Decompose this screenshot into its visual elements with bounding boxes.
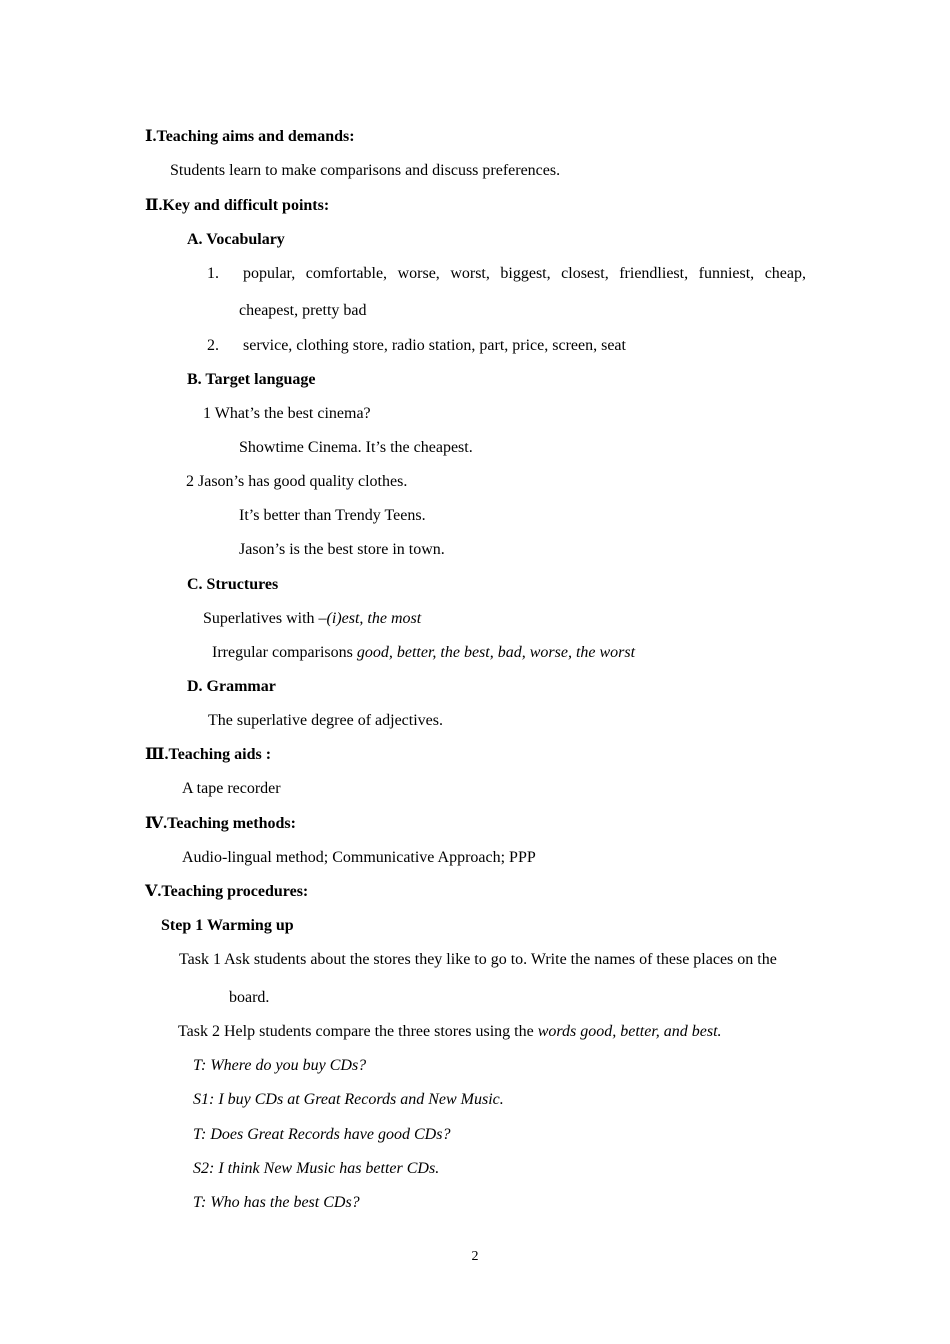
grammar-body: The superlative degree of adjectives. <box>208 712 443 729</box>
structures-heading: C. Structures <box>187 576 279 593</box>
vocabulary-item-1-line-1: popular, comfortable, worse, worst, biggest, closest, friendliest, funniest, cheap, <box>243 265 806 282</box>
section-1-title: .Teaching aims and demands: <box>152 128 355 145</box>
section-3-heading <box>145 745 271 765</box>
vocabulary-item-2-text: service, clothing store, radio station, part, price, screen, seat <box>243 337 626 354</box>
vocabulary-item-2-number: 2. <box>207 337 219 354</box>
roman-numeral-4: Ⅳ <box>145 815 164 832</box>
target-language-answer-2a: It’s better than Trendy Teens. <box>239 507 426 524</box>
task-1-line-1: Task 1 Ask students about the stores they like to go to. Write the names of these places on the <box>179 951 777 968</box>
structures-line-2-italic: good, better, the best, bad, worse, the worst <box>356 644 636 661</box>
dialogue-line: S2: I think New Music has better CDs. <box>193 1160 440 1177</box>
section-1-heading <box>145 127 355 147</box>
structures-line-1-text: Superlatives with <box>203 610 319 627</box>
roman-numeral-3: Ⅲ <box>145 746 165 763</box>
section-4-body: Audio-lingual method; Communicative Approach; PPP <box>182 849 536 866</box>
grammar-heading: D. Grammar <box>187 678 276 695</box>
section-2-heading <box>145 196 329 216</box>
target-language-answer-2b: Jason’s is the best store in town. <box>239 541 445 558</box>
dialogue-line: T: Does Great Records have good CDs? <box>193 1126 451 1143</box>
section-3-body: A tape recorder <box>182 780 281 797</box>
section-4-heading <box>145 814 296 834</box>
task-2-line <box>178 1022 722 1042</box>
structures-line-1-italic: –(i)est, the most <box>318 610 422 627</box>
section-2-title: .Key and difficult points: <box>158 197 330 214</box>
vocabulary-item-1-number: 1. <box>207 265 219 282</box>
target-language-question-2: 2 Jason’s has good quality clothes. <box>186 473 408 490</box>
section-1-body: Students learn to make comparisons and discuss preferences. <box>170 162 561 179</box>
roman-numeral-2: Ⅱ <box>145 197 159 214</box>
dialogue-line: S1: I buy CDs at Great Records and New Music. <box>193 1091 504 1108</box>
structures-line-1 <box>203 609 421 629</box>
roman-numeral-1: Ⅰ <box>145 128 153 145</box>
vocabulary-heading: A. Vocabulary <box>187 231 285 248</box>
section-4-title: .Teaching methods: <box>163 815 296 832</box>
structures-line-2-text: Irregular comparisons <box>212 644 357 661</box>
target-language-heading: B. Target language <box>187 371 316 388</box>
target-language-answer-1: Showtime Cinema. It’s the cheapest. <box>239 439 473 456</box>
task-2-italic: words good, better, and best. <box>537 1023 722 1040</box>
task-2-text: Task 2 Help students compare the three stores using the <box>178 1023 538 1040</box>
task-1-line-2: board. <box>229 989 270 1006</box>
dialogue-line: T: Who has the best CDs? <box>193 1194 360 1211</box>
section-5-heading <box>145 882 308 902</box>
vocabulary-item-1-line-2: cheapest, pretty bad <box>239 302 367 319</box>
dialogue-line: T: Where do you buy CDs? <box>193 1057 367 1074</box>
structures-line-2 <box>212 643 635 663</box>
step-1-heading: Step 1 Warming up <box>161 917 294 934</box>
section-3-title: .Teaching aids : <box>164 746 272 763</box>
roman-numeral-5: Ⅴ <box>145 883 158 900</box>
page-number: 2 <box>471 1249 479 1264</box>
target-language-question-1: 1 What’s the best cinema? <box>203 405 371 422</box>
section-5-title: .Teaching procedures: <box>157 883 309 900</box>
